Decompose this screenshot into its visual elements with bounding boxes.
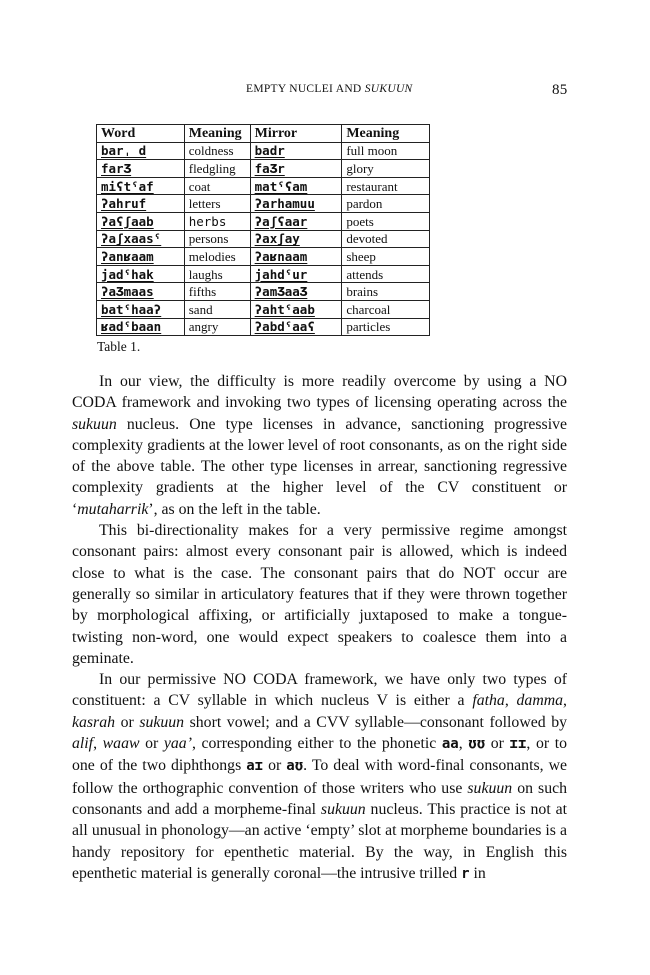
body-paragraph: In our view, the difficulty is more readily overcome by using a NO CODA framework and invoking two types of licensing operating across the sukuun nucleus. One type licenses in advance, sanctioning progressive complexity gradients at the lower level of root consonants, as on the right side of the above table. The other type licenses in arrear, sanctioning regressive complexity gradients at the higher level of the CV constituent or ‘mutaharrik’, as on the left in the table. [72,373,567,518]
word-cell: ʔaʕʃaab [97,212,185,230]
mirror-cell: ʔarhamuu [250,195,342,213]
table-row [97,177,430,195]
mirror-meaning-cell: devoted [342,230,430,248]
column-header-word: Word [97,125,185,143]
table-row [97,300,430,318]
table-caption: Table 1. [97,339,141,354]
column-header-meaning: Meaning [184,125,250,143]
meaning-cell: herbs [184,212,250,230]
table-row [97,160,430,178]
meaning-cell: coat [184,177,250,195]
meaning-cell: fifths [184,283,250,301]
mirror-meaning-cell: brains [342,283,430,301]
table-row [97,230,430,248]
page-number: 85 [552,82,568,98]
mirror-cell: matˤʕam [250,177,342,195]
word-cell: barˌ d [97,142,185,160]
word-cell: farƷ [97,160,185,178]
mirror-cell: ʔabdˤaaʕ [250,318,342,336]
table-row [97,265,430,283]
meaning-cell: melodies [184,248,250,266]
mirror-cell: ʔaʃʕaar [250,212,342,230]
mirror-meaning-cell: pardon [342,195,430,213]
table-row [97,195,430,213]
table-row [97,212,430,230]
mirror-cell: badr [250,142,342,160]
word-mirror-table [96,124,430,336]
mirror-meaning-cell: glory [342,160,430,178]
mirror-cell: ʔaʁnaam [250,248,342,266]
word-cell: ʔahruf [97,195,185,213]
word-cell: ʔaʃxaasˤ [97,230,185,248]
body-paragraph: This bi-directionality makes for a very permissive regime amongst consonant pairs: almost every consonant pair is allowed, which is indeed close to what is the case. The consonant pairs that do NOT occur are generally so similar in articulatory features that if they were thrown together by morphological affixing, or artificially juxtaposed to make a tongue-twisting non-word, one would expect speakers to coalesce them into a geminate. [72,522,567,667]
meaning-cell: laughs [184,265,250,283]
word-cell: miʕtˤaf [97,177,185,195]
mirror-meaning-cell: particles [342,318,430,336]
mirror-meaning-cell: attends [342,265,430,283]
meaning-cell: fledgling [184,160,250,178]
word-cell: ʁadˤbaan [97,318,185,336]
mirror-meaning-cell: poets [342,212,430,230]
mirror-cell: ʔaxʃay [250,230,342,248]
mirror-cell: faƷr [250,160,342,178]
table-header-row [97,125,430,143]
table-body [97,142,430,336]
column-header-meaning-2: Meaning [342,125,430,143]
meaning-cell: sand [184,300,250,318]
body-paragraph: In our permissive NO CODA framework, we have only two types of constituent: a CV syllable in which nucleus V is either a fatha, damma, kasrah or sukuun short vowel; and a CVV syllable—consonant followed by alif, waaw or yaa’, corresponding either to the phonetic aa, ʊʊ or ɪɪ, or to one of the two diphthongs aɪ or aʊ. To deal with word-final consonants, we follow the orthographic convention of those writers who use sukuun on such consonants and add a morpheme-final sukuun nucleus. This practice is not at all unusual in phonology—an active ‘empty’ slot at morpheme boundaries is a handy repository for epenthetic material. By the way, in English this epenthetic material is generally coronal—the intrusive trilled r in [72,671,567,882]
mirror-meaning-cell: full moon [342,142,430,160]
word-cell: batˤhaaʔ [97,300,185,318]
mirror-cell: ʔahtˤaab [250,300,342,318]
table-row [97,142,430,160]
column-header-mirror: Mirror [250,125,342,143]
word-cell: ʔaƷmaas [97,283,185,301]
word-cell: ʔanʁaam [97,248,185,266]
mirror-meaning-cell: charcoal [342,300,430,318]
meaning-cell: coldness [184,142,250,160]
running-head-title: EMPTY NUCLEI AND SUKUUN [246,83,413,95]
table-row [97,283,430,301]
meaning-cell: persons [184,230,250,248]
body-text [72,371,567,885]
table-row [97,318,430,336]
meaning-cell: angry [184,318,250,336]
table-row [97,248,430,266]
mirror-cell: jahdˤur [250,265,342,283]
mirror-meaning-cell: restaurant [342,177,430,195]
meaning-cell: letters [184,195,250,213]
word-cell: jadˤhak [97,265,185,283]
mirror-meaning-cell: sheep [342,248,430,266]
mirror-cell: ʔamƷaaƷ [250,283,342,301]
